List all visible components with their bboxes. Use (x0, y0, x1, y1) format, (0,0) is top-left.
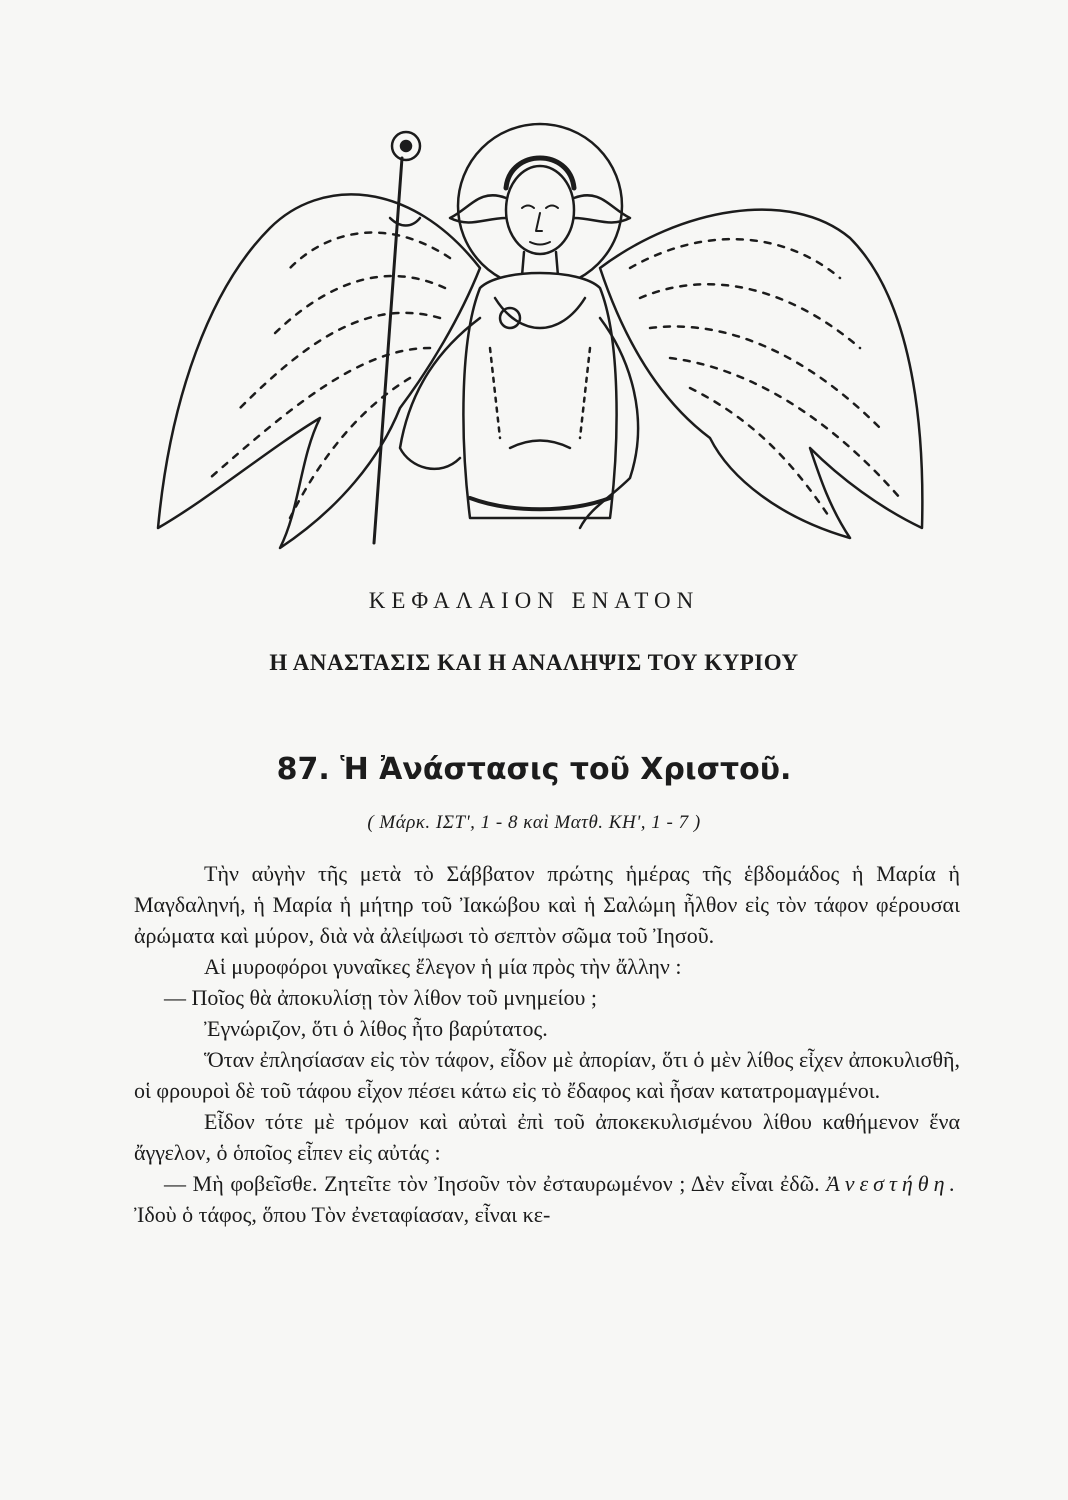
angel-speech-continued: Ἰδοὺ ὁ τάφος, ὅπου Τὸν ἐνεταφίασαν, εἶναι κε- (134, 1202, 551, 1227)
chapter-title: Η ΑΝΑΣΤΑΣΙΣ ΚΑΙ Η ΑΝΑΛΗΨΙΣ ΤΟΥ ΚΥΡΙΟΥ (269, 650, 799, 675)
body-text (134, 858, 960, 1230)
emphasized-word: Ἀνεστήθη. (826, 1171, 961, 1196)
scripture-reference: ( Μάρκ. ΙΣΤ', 1 - 8 καὶ Ματθ. ΚΗ', 1 - 7 ) (367, 812, 701, 833)
angel-speech: — Μὴ φοβεῖσθε. Ζητεῖτε τὸν Ἰησοῦν τὸν ἐσταυρωμένον ; Δὲν εἶναι ἐδῶ. (164, 1171, 820, 1196)
dialogue-line (134, 1168, 960, 1230)
chapter-label: ΚΕΦΑΛΑΙΟΝ ΕΝΑΤΟΝ (368, 588, 700, 613)
paragraph: Τὴν αὐγὴν τῆς μετὰ τὸ Σάββατον πρώτης ἡμέρας τῆς ἑβδομάδος ἡ Μαρία ἡ Μαγδαληνή, ἡ Μαρία ἡ μήτηρ τοῦ Ἰακώβου καὶ ἡ Σαλώμη ἦλθον εἰς τὸν τάφον φέρουσαι ἀρώματα καὶ μύρον, διὰ νὰ ἀλείψωσι τὸ σεπτὸν σῶμα τοῦ Ἰησοῦ. (134, 861, 960, 948)
paragraph: Εἶδον τότε μὲ τρόμον καὶ αὐταὶ ἐπὶ τοῦ ἀποκεκυλισμένου λίθου καθήμενον ἕνα ἄγγελον, ὁ ὁποῖος εἶπεν εἰς αὐτάς : (134, 1109, 960, 1165)
angel-icon (150, 118, 930, 558)
dialogue-line: — Ποῖος θὰ ἀποκυλίσῃ τὸν λίθον τοῦ μνημείου ; (164, 985, 597, 1010)
paragraph: Αἱ μυροφόροι γυναῖκες ἔλεγον ἡ μία πρὸς τὴν ἄλλην : (204, 954, 682, 979)
section-title: 87. Ἡ Ἀνάστασις τοῦ Χριστοῦ. (276, 752, 792, 787)
staff-icon (374, 158, 402, 543)
paragraph: Ἐγνώριζον, ὅτι ὁ λίθος ἦτο βαρύτατος. (204, 1016, 548, 1041)
paragraph: Ὅταν ἐπλησίασαν εἰς τὸν τάφον, εἶδον μὲ ἀπορίαν, ὅτι ὁ μὲν λίθος εἶχεν ἀποκυλισθῆ, οἱ φρουροὶ δὲ τοῦ τάφου εἶχον πέσει κάτω εἰς τὸ ἔδαφος καὶ ἦσαν κατατρομαγμένοι. (134, 1047, 960, 1103)
